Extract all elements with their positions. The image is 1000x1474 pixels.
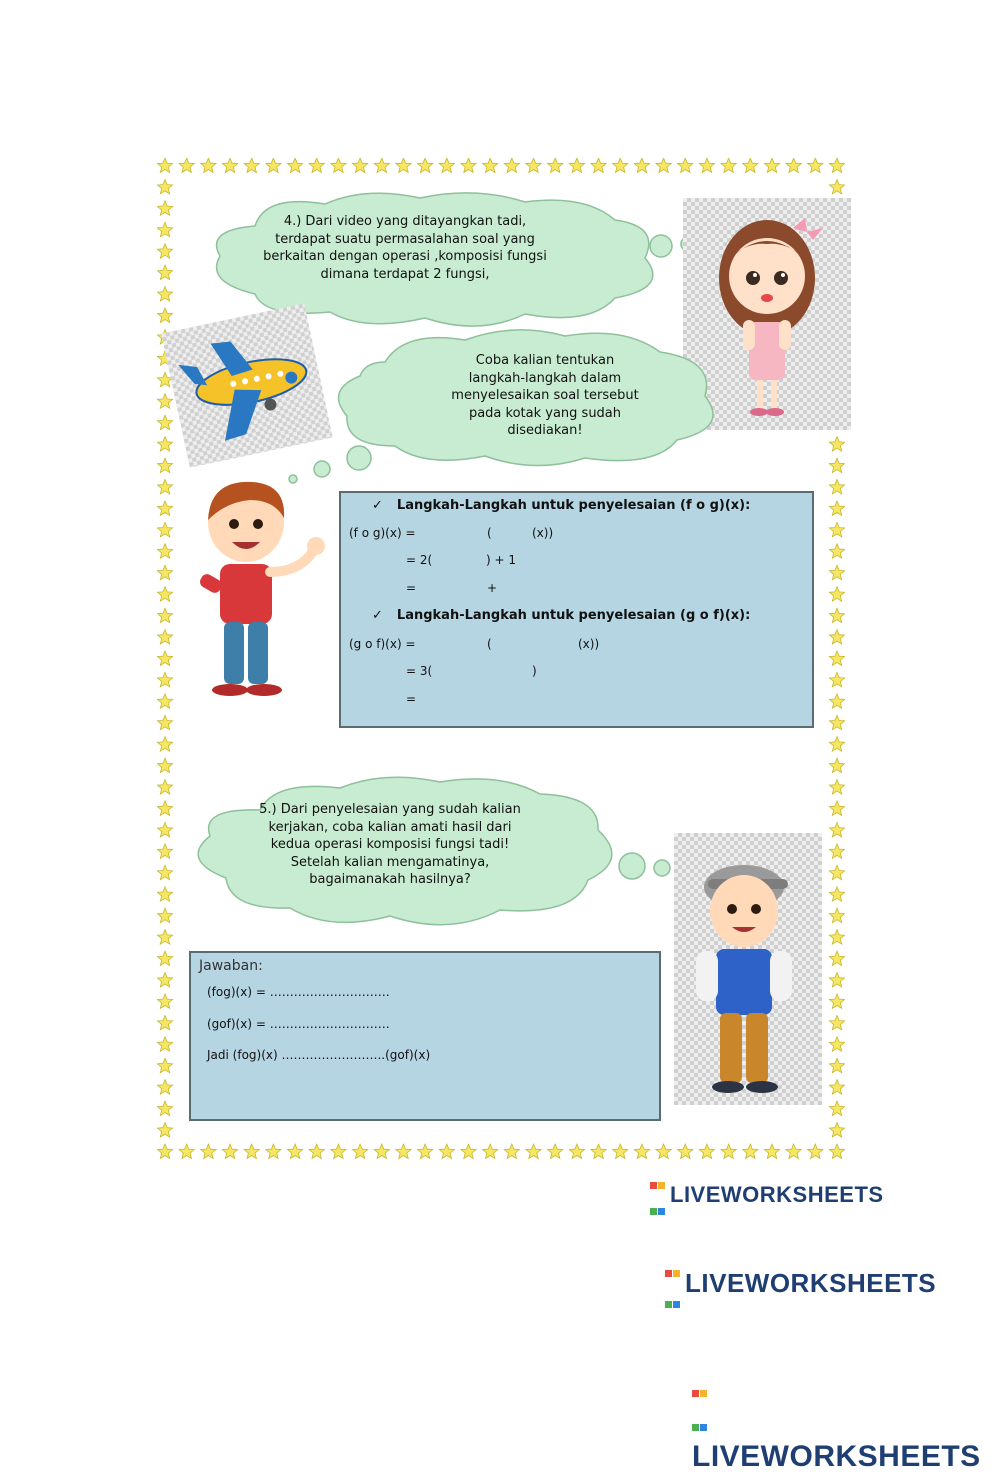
instruction-line5: disediakan! [507,423,583,438]
star-icon [157,158,172,173]
star-icon [157,844,172,859]
star-icon [829,158,844,173]
star-icon [829,480,844,495]
star-icon [829,458,844,473]
liveworksheets-logo [650,1170,884,1222]
star-icon [309,1144,324,1159]
q4-question-text [240,213,570,283]
star-icon [157,908,172,923]
star-icon [201,1144,216,1159]
q5-question-text [225,801,555,889]
q4-line1: 4.) Dari video yang ditayangkan tadi, [283,214,527,229]
star-icon [157,244,172,259]
star-icon [569,158,584,173]
star-icon [157,179,172,194]
star-icon [157,1080,172,1095]
star-icon [157,780,172,795]
boy-waving-illustration [190,476,330,704]
star-icon [266,158,281,173]
star-icon [157,587,172,602]
star-icon [829,887,844,902]
star-icon [157,265,172,279]
gof-line1-open: ( [487,637,492,651]
star-icon [157,501,172,515]
gof-line3-label: = [406,692,417,706]
instruction-line4: pada kotak yang sudah [468,405,622,421]
star-icon [829,844,844,859]
star-icon [157,522,172,537]
q5-line4: Setelah kalian mengamatinya, [290,854,490,870]
star-icon [396,158,411,173]
star-icon [157,608,172,623]
star-icon [157,394,172,409]
star-icon [526,158,541,173]
star-icon [157,437,172,451]
liveworksheets-logo [692,1372,1000,1474]
star-icon [829,1058,844,1072]
liveworksheets-logo-icon [665,1254,682,1316]
star-icon [786,158,801,173]
star-icon [157,951,172,966]
liveworksheets-logo [665,1254,936,1316]
star-icon [829,737,844,752]
instruction-text [430,352,660,440]
star-icon [829,758,844,772]
star-icon [157,458,172,473]
star-icon [331,1144,346,1159]
star-icon [157,1037,172,1052]
star-icon [829,1037,844,1052]
star-icon [829,973,844,988]
star-icon [743,1144,758,1159]
star-icon [157,737,172,752]
star-icon [396,1144,411,1159]
star-icon [157,1058,172,1072]
star-icon [309,158,324,173]
checkmark-icon: ✓ [372,498,383,513]
star-icon [157,823,172,838]
fog-steps-title [372,498,750,513]
star-icon [656,158,671,173]
fog-line3-label: = [406,581,417,595]
star-icon [829,179,844,194]
star-icon [829,1144,844,1159]
star-icon [288,158,303,173]
star-icon [721,158,736,173]
liveworksheets-brand-text: LIVEWORKSHEETS [670,1181,884,1207]
liveworksheets-logo-icon [650,1170,667,1222]
instruction-line1: Coba kalian tentukan [475,353,615,368]
star-icon [548,1144,563,1159]
star-icon [591,158,606,173]
star-icon [374,1144,389,1159]
star-icon [157,222,172,237]
star-icon [266,1144,281,1159]
star-icon [591,1144,606,1159]
star-icon [829,522,844,537]
star-icon [829,865,844,880]
star-icon [786,1144,801,1159]
liveworksheets-brand-text: LIVEWORKSHEETS [692,1440,981,1473]
star-icon [829,823,844,838]
star-icon [439,158,454,173]
star-icon [222,1144,237,1159]
gof-line1-close: (x)) [578,637,600,651]
star-icon [157,672,172,687]
star-icon [157,1123,172,1137]
star-icon [483,1144,498,1159]
star-icon [829,715,844,730]
gof-answer-field[interactable]: (gof)(x) = ………………………… [207,1017,390,1031]
star-icon [613,158,628,173]
star-icon [179,158,194,173]
star-icon [743,158,758,173]
star-icon [201,158,216,173]
star-icon [634,1144,649,1159]
star-icon [829,1123,844,1137]
gof-line2-close: ) [532,664,537,678]
star-icon [829,994,844,1008]
liveworksheets-brand-text: LIVEWORKSHEETS [685,1267,937,1298]
star-icon [157,565,172,579]
star-icon [288,1144,303,1159]
star-icon [157,651,172,666]
checkmark-icon: ✓ [372,608,383,623]
star-icon [157,1101,172,1116]
star-icon [678,158,693,173]
star-icon [829,565,844,579]
fog-line2-close: ) + 1 [486,553,516,567]
star-icon [829,501,844,515]
star-icon [829,1080,844,1095]
q5-line5: bagaimanakah hasilnya? [309,872,471,887]
conclusion-answer-field[interactable]: Jadi (fog)(x) ……………………..(gof)(x) [207,1048,431,1062]
star-icon [157,544,172,559]
star-icon [829,437,844,451]
q4-line4: dimana terdapat 2 fungsi, [320,266,490,282]
star-icon [157,801,172,816]
fog-line2-label: = 2( [406,553,433,567]
fog-steps-title-text: Langkah-Langkah untuk penyelesaian (f o g)(x): [396,498,751,513]
star-icon [829,951,844,966]
star-icon [504,158,519,173]
star-icon [157,1144,172,1159]
star-icon [808,158,823,173]
star-icon [157,887,172,902]
star-icon [721,1144,736,1159]
instruction-line3: menyelesaikan soal tersebut [451,388,639,403]
star-icon [569,1144,584,1159]
liveworksheets-logo-icon [692,1372,709,1440]
gof-line1-label: (g o f)(x) = [349,637,416,651]
star-icon [157,694,172,708]
star-icon [157,758,172,772]
star-icon [461,1144,476,1159]
star-icon [157,994,172,1008]
star-icon [157,201,172,215]
star-icon [418,1144,433,1159]
star-icon [526,1144,541,1159]
star-icon [157,630,172,644]
star-icon [613,1144,628,1159]
star-icon [157,865,172,880]
star-icon [439,1144,454,1159]
q5-line3: kedua operasi komposisi fungsi tadi! [270,837,510,852]
star-icon [829,801,844,816]
star-icon [829,1015,844,1030]
answer-panel [189,951,661,1121]
answer-heading: Jawaban: [199,958,263,974]
star-icon [483,158,498,173]
star-icon [829,544,844,559]
star-icon [244,1144,259,1159]
star-icon [764,158,779,173]
q4-line3: berkaitan dengan operasi ,komposisi fungsi [263,249,547,264]
star-icon [157,287,172,302]
star-icon [157,715,172,730]
star-icon [829,930,844,944]
fog-line1-open: ( [487,526,492,540]
star-icon [678,1144,693,1159]
star-icon [157,1015,172,1030]
star-icon [829,908,844,923]
star-icon [829,630,844,644]
star-icon [157,930,172,944]
q4-line2: terdapat suatu permasalahan soal yang [275,231,535,247]
star-icon [829,587,844,602]
star-icon [504,1144,519,1159]
star-icon [764,1144,779,1159]
fog-line1-label: (f o g)(x) = [349,526,416,540]
star-icon [331,158,346,173]
star-icon [353,1144,368,1159]
star-icon [829,608,844,623]
star-icon [157,308,172,323]
star-icon [157,973,172,988]
star-icon [222,158,237,173]
star-icon [829,672,844,687]
star-icon [418,158,433,173]
star-icon [829,694,844,708]
star-icon [353,158,368,173]
gof-steps-title-text: Langkah-Langkah untuk penyelesaian (g o f)(x): [396,608,751,623]
star-icon [829,1101,844,1116]
star-icon [699,1144,714,1159]
star-icon [548,158,563,173]
boy-cap-illustration [674,833,822,1105]
star-icon [244,158,259,173]
star-icon [461,158,476,173]
fog-line1-close: (x)) [532,526,554,540]
star-icon [179,1144,194,1159]
fog-answer-field[interactable]: (fog)(x) = ………………………… [207,985,390,999]
star-icon [656,1144,671,1159]
fog-line3-plus: + [487,581,498,595]
star-icon [699,158,714,173]
instruction-line2: langkah-langkah dalam [468,370,622,386]
q5-line2: kerjakan, coba kalian amati hasil dari [268,819,512,835]
star-icon [374,158,389,173]
star-icon [829,780,844,795]
gof-line2-label: = 3( [406,664,433,678]
star-icon [157,480,172,495]
star-icon [808,1144,823,1159]
q5-line1: 5.) Dari penyelesaian yang sudah kalian [259,802,521,817]
gof-steps-title [372,608,750,623]
star-icon [829,651,844,666]
star-icon [634,158,649,173]
star-icon [157,415,172,430]
